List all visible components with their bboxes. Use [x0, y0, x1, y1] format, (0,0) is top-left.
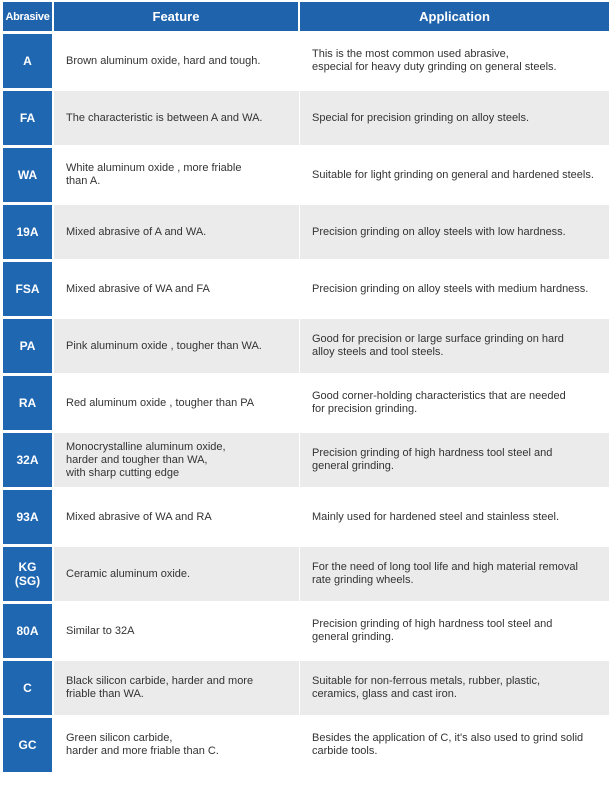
feature-cell: Mixed abrasive of WA and RA	[54, 487, 300, 544]
table-row	[3, 544, 609, 601]
abrasive-code: GC	[3, 715, 54, 772]
abrasive-code: 32A	[3, 430, 54, 487]
table-row	[3, 601, 609, 658]
table-row	[3, 88, 609, 145]
application-cell: Precision grinding on alloy steels with medium hardness.	[300, 259, 609, 316]
feature-cell: The characteristic is between A and WA.	[54, 88, 300, 145]
abrasive-code: 80A	[3, 601, 54, 658]
feature-cell: Pink aluminum oxide , tougher than WA.	[54, 316, 300, 373]
table-row	[3, 259, 609, 316]
table-row	[3, 430, 609, 487]
abrasive-code: 19A	[3, 202, 54, 259]
application-cell: This is the most common used abrasive, especial for heavy duty grinding on general steels.	[300, 31, 609, 88]
abrasive-code: PA	[3, 316, 54, 373]
feature-cell: White aluminum oxide , more friable than A.	[54, 145, 300, 202]
feature-cell: Monocrystalline aluminum oxide, harder and tougher than WA, with sharp cutting edge	[54, 430, 300, 487]
application-cell: Precision grinding on alloy steels with low hardness.	[300, 202, 609, 259]
header-abrasive: Abrasive	[3, 2, 54, 31]
abrasive-table	[3, 2, 609, 772]
header-application: Application	[300, 2, 609, 31]
abrasive-code: A	[3, 31, 54, 88]
header-feature: Feature	[54, 2, 300, 31]
feature-cell: Brown aluminum oxide, hard and tough.	[54, 31, 300, 88]
application-cell: Precision grinding of high hardness tool steel and general grinding.	[300, 430, 609, 487]
header-row	[3, 2, 609, 31]
abrasive-code: FA	[3, 88, 54, 145]
table-row	[3, 316, 609, 373]
table-row	[3, 145, 609, 202]
feature-cell: Mixed abrasive of WA and FA	[54, 259, 300, 316]
table-row	[3, 658, 609, 715]
abrasive-code: RA	[3, 373, 54, 430]
application-cell: Besides the application of C, it's also used to grind solid carbide tools.	[300, 715, 609, 772]
abrasive-code: C	[3, 658, 54, 715]
table-row	[3, 373, 609, 430]
abrasive-code: KG (SG)	[3, 544, 54, 601]
table-row	[3, 715, 609, 772]
table-row	[3, 487, 609, 544]
feature-cell: Green silicon carbide, harder and more friable than C.	[54, 715, 300, 772]
table-row	[3, 31, 609, 88]
table-row	[3, 202, 609, 259]
application-cell: Mainly used for hardened steel and stainless steel.	[300, 487, 609, 544]
feature-cell: Ceramic aluminum oxide.	[54, 544, 300, 601]
abrasive-code: 93A	[3, 487, 54, 544]
feature-cell: Mixed abrasive of A and WA.	[54, 202, 300, 259]
application-cell: Suitable for light grinding on general and hardened steels.	[300, 145, 609, 202]
application-cell: Good corner-holding characteristics that are needed for precision grinding.	[300, 373, 609, 430]
application-cell: Suitable for non-ferrous metals, rubber, plastic, ceramics, glass and cast iron.	[300, 658, 609, 715]
application-cell: Special for precision grinding on alloy steels.	[300, 88, 609, 145]
feature-cell: Red aluminum oxide , tougher than PA	[54, 373, 300, 430]
abrasive-code: WA	[3, 145, 54, 202]
abrasive-code: FSA	[3, 259, 54, 316]
feature-cell: Similar to 32A	[54, 601, 300, 658]
application-cell: Precision grinding of high hardness tool steel and general grinding.	[300, 601, 609, 658]
application-cell: Good for precision or large surface grinding on hard alloy steels and tool steels.	[300, 316, 609, 373]
feature-cell: Black silicon carbide, harder and more friable than WA.	[54, 658, 300, 715]
application-cell: For the need of long tool life and high material removal rate grinding wheels.	[300, 544, 609, 601]
